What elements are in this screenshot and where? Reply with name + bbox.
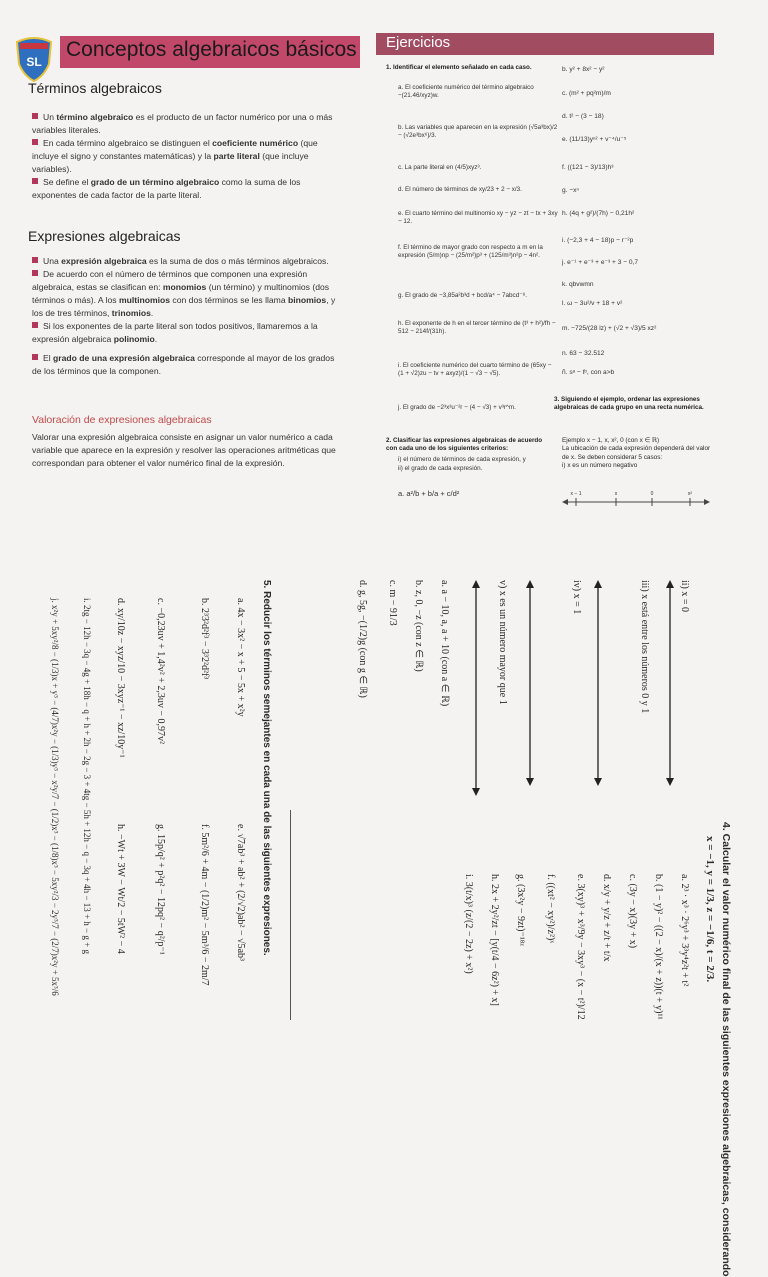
ex5-item: d. xy/10z − xyz/10 − 3xyz⁻¹ − xz/10y⁻¹ <box>115 598 126 758</box>
ex1-item-f: f. El término de mayor grado con respecto a m en la expresión (5/m)np − (25/m²)p³ + (125/m³)n²p − 4n². <box>398 244 543 260</box>
ex3-case: d. g, 5g, −(1/2)g (con g ∈ ℝ) <box>357 580 368 698</box>
ex1-title: 1. Identificar el elemento señalado en cada caso. <box>386 64 532 71</box>
ex1-right-h: h. (4q + g²)/(7h) − 0,21h² <box>562 210 635 217</box>
ex3-case: a. a − 10, a, a + 10 (con a ∈ ℝ) <box>439 580 450 707</box>
expresiones-heading: Expresiones algebraicas <box>28 228 181 244</box>
ex1-right-i: i. (−2,3 + 4 − 18)p − r⁻²p <box>562 237 634 244</box>
ex3-number-line <box>562 488 710 510</box>
ex5-item: f. 5m²/6 + 4m − (1/2)m² − 5m³/6 − 2m/7 <box>199 824 210 986</box>
ex3-example-line: La ubicación de cada expresión dependerá del valor de x. Se deben considerar 5 casos: <box>562 445 711 461</box>
ex4-item: a. 2³ · x³ · 2⁶y³ + 3³y⁴z²t + t² <box>679 874 690 987</box>
ex5-item: b. 2³3²d²f³ − 3³2²d²f³ <box>199 598 210 680</box>
terminos-heading: Términos algebraicos <box>28 80 162 96</box>
ex1-right-k: k. qbvwmn <box>562 281 594 288</box>
bullet-item: Un término algebraico es el producto de un factor numérico por una o más variables literales. <box>32 112 333 135</box>
ex1-item-b: b. Las variables que aparecen en la expresión (√5a³bx)/2 − (√2e³bx⁶)/3. <box>398 124 558 140</box>
ex4-item: h. 2x + 2y²/zt − [y(t/4 − 6z²) + x] <box>489 874 500 1006</box>
ex4-item: d. x/y + y/z + z/t + t/x <box>601 874 612 962</box>
ex3-case: b. z, 0, −z (con z ∈ ℝ) <box>413 580 424 672</box>
ex2-criteria-i: i) el número de términos de cada expresión, y <box>398 456 526 463</box>
ex1-right-c: c. (m² + pq²m)/m <box>562 90 611 97</box>
ex5-item: g. 15p/q² + p²q² − 12pq² − q²/p⁻¹ <box>155 824 166 955</box>
ex5-item: a. 4x − 3x² − x + 5 − 5x + x²y <box>235 598 246 717</box>
ex4-values: x = −1, y = 1/3, z = −1/6, t = 2/3. <box>704 836 716 983</box>
ex1-right-b: b. y² + 8x² − y² <box>562 66 605 73</box>
ex3-example-line: Ejemplo x − 1, x, x², 0 (con x ∈ ℝ) <box>562 437 660 444</box>
ex1-item-a: a. El coeficiente numérico del término algebraico −(21.46/xyz)w. <box>398 84 534 100</box>
ex4-item: b. (1 − y)² − ((2 − x)/(x + z))(t + y)¹¹ <box>653 874 664 1020</box>
bullet-item: Una expresión algebraica es la suma de dos o más términos algebraicos. <box>32 255 337 268</box>
ex2-title: 2. Clasificar las expresiones algebraicas de acuerdo con cada uno de los siguientes criterios: <box>386 437 543 453</box>
ex1-right-l: l. ω − 3u²/v + 18 + v² <box>562 300 623 307</box>
ex1-right-m: m. −725/(28 lz) + (√2 + √3)/5 xz² <box>562 325 657 332</box>
ex4-item: c. (3y − x)(3y + x) <box>627 874 638 949</box>
valoracion-heading: Valoración de expresiones algebraicas <box>32 414 212 426</box>
expresiones-bullets <box>32 255 337 378</box>
ex5-item: i. 2tg − 12h − 3q − 4g + 18h − q + h + 2h − 2g − 3 + 4tg − 5h + 12h − q − 3q + 4h − 13 + h − g + g <box>82 598 92 954</box>
ex4-title: 4. Calcular el valor numérico final de las siguientes expresiones algebraicas, considerando <box>720 822 732 1277</box>
ex1-item-c: c. La parte literal en (4/5)xyz³. <box>398 164 482 171</box>
rotated-number-lines <box>470 580 700 800</box>
bullet-item: En cada término algebraico se distinguen el coeficiente numérico (que incluye el signo y constantes matemáticas) y la parte literal (que incluye variables). <box>32 138 318 174</box>
ex1-right-g: g. −xⁿ <box>562 187 579 194</box>
nl-label: 0 <box>650 491 654 497</box>
ex1-right-d: d. t² − (3 − 18) <box>562 113 604 120</box>
bullet-item: El grado de una expresión algebraica corresponde al mayor de los grados de los términos que la componen. <box>32 353 335 376</box>
ex3-example-line: i) x es un número negativo <box>562 462 638 470</box>
page-gutter <box>0 516 768 530</box>
school-logo <box>14 34 54 82</box>
bullet-item: De acuerdo con el número de términos que componen una expresión algebraica, estas se clasifican en: monomios (un término) y multinomios (dos términos o más). A los multinomios con dos términos se les llama binomios, y los de tres términos, trinomios. <box>32 269 336 318</box>
bullet-item: Si los exponentes de la parte literal son todos positivos, llamaremos a la expresión algebraica polinomio. <box>32 321 318 344</box>
ex4-item: i. 3(t/x)³ (z/(2 − 2z) + x²) <box>463 874 474 974</box>
ex3-example <box>562 437 712 471</box>
ex3-case: iv) x = 1 <box>571 580 582 615</box>
ex3-case: ii) x = 0 <box>679 580 690 613</box>
ex1-right-ñ: ñ. sᵃ − tᵇ, con a>b <box>562 369 615 376</box>
ex5-item: j. x²y + 5xy²/8 − (1/3)x + y³ − (4/7)x²y − (1/3)y³ − x²y/7 − (1/2)x³ − (1/8)x³ − 5xy²/3 − 2y³/7 − (2/7)x²y + 5x³/6 <box>50 598 60 996</box>
bullet-item: Se define el grado de un término algebraico como la suma de los exponentes de cada factor de la parte literal. <box>32 177 301 200</box>
ex3-title: 3. Siguiendo el ejemplo, ordenar las expresiones algebraicas de cada grupo en una recta numérica. <box>554 396 704 412</box>
rotated-page <box>0 574 768 1277</box>
valoracion-text: Valorar una expresión algebraica consiste en asignar un valor numérico a cada variable que aparece en la expresión y resolver las operaciones aritméticas que correspondan para obtener el valor numérico final de la expresión. <box>32 432 336 468</box>
ex5-item: c. −0,23uv + 1,4²v² + 2,3uv − 0,97v² <box>155 598 166 744</box>
ex1-item-j: j. El grado de −2³x³u⁻²r − (4 − √3) + v³r^m. <box>398 404 516 411</box>
ex3-case: v) x es un número mayor que 1 <box>497 580 508 705</box>
ex3-case: c. m − 91/3 <box>387 580 398 626</box>
ejercicios-title: Ejercicios <box>386 34 451 51</box>
ex3-case: iii) x está entre los números 0 y 1 <box>639 580 650 714</box>
ex1-right-j: j. e⁻¹ + e⁻³ + e⁻³ + 3 − 0,7 <box>562 259 639 266</box>
ex1-item-e: e. El cuarto término del multinomio xy − yz − zt − tx + 3xy − 12. <box>398 210 558 226</box>
ex1-item-d: d. El número de términos de xy/23 + 2 − x/3. <box>398 186 522 193</box>
ex4-item: f. ((xt² − xy²)/z²)ˣ <box>545 874 556 944</box>
nl-label: x <box>614 491 618 497</box>
terminos-bullets <box>32 111 337 202</box>
ex1-item-g: g. El grado de −3,85a²b³d + bcd/a⁴ − 7abcd⁻⁸. <box>398 292 527 299</box>
ex4-item: e. 3(xy)³ + x³/9y − 3xy³ − (x − t²)/12 <box>575 874 586 1020</box>
rotated-divider <box>290 810 291 1020</box>
ex2-criteria-ii: ii) el grado de cada expresión. <box>398 465 483 472</box>
ex5-title: 5. Reducir los términos semejantes en cada una de las siguientes expresiones. <box>261 580 272 956</box>
page-title: Conceptos algebraicos básicos <box>66 38 357 61</box>
ex1-right-e: e. (11/13)yⁿ² + v⁻⁴/u⁻⁵ <box>562 136 627 143</box>
ex5-item: h. −Wt + 3W − Wt/2 − 5tW² − 4 <box>115 824 126 954</box>
ex2-item-a: a. a²/b + b/a + c/d² <box>398 489 460 498</box>
ex4-item: g. (3x²y − 9zt)⁻¹⁸ᶻ <box>515 874 526 947</box>
ex1-item-h: h. El exponente de h en el tercer término de (t³ + h²)/fh − 512 − 214f/(31h). <box>398 320 556 336</box>
ex5-item: e. √7ab³ + ab² + (2/√2)ab² − √5ab³ <box>235 824 246 962</box>
nl-label: x − 1 <box>570 491 582 497</box>
ex1-right-n: n. 63 − 32.512 <box>562 350 605 357</box>
logo-text: SL <box>26 55 42 69</box>
nl-label: x² <box>687 491 693 497</box>
ex1-item-i: i. El coeficiente numérico del cuarto término de (65xy − (1 + √2)zu − tv + axyz)/(1 − √3 − √5). <box>398 362 552 378</box>
ex1-right-f: f. ((121 − 3)/13)h³ <box>562 164 614 171</box>
